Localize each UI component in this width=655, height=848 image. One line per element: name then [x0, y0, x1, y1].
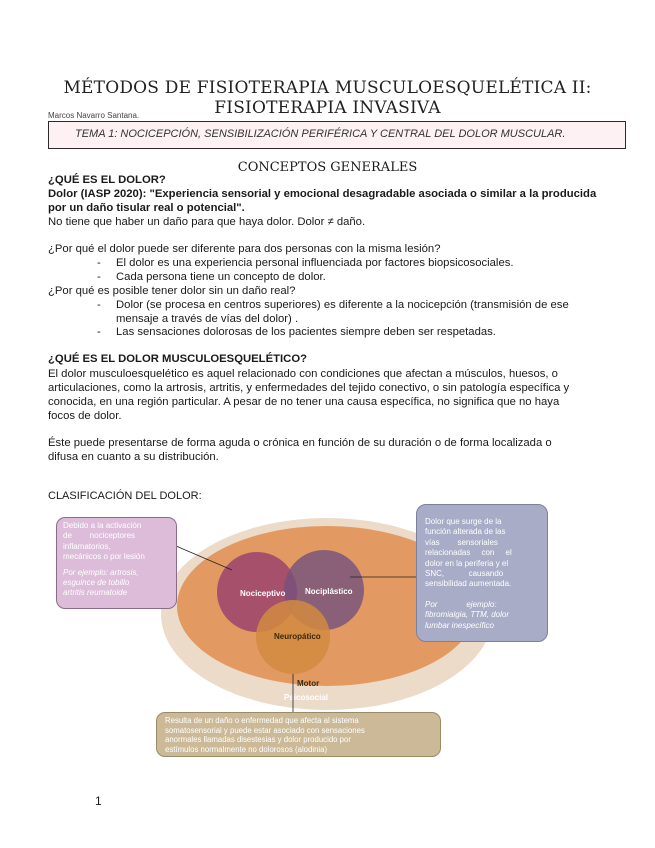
- callout-nociceptive: Debido a la activación de nociceptores inflamatorios, mecánicos o por lesión Por ejemplo: artrosis, esguince de tobillo artritis reumatoide: [56, 517, 177, 609]
- list-item: - Cada persona tiene un concepto de dolor.: [97, 271, 326, 283]
- list-item: - Las sensaciones dolorosas de los pacientes siempre deben ser respetadas.: [97, 326, 496, 338]
- motor-label: Motor: [297, 679, 320, 688]
- question-que-es-dolor: ¿QUÉ ES EL DOLOR?: [48, 174, 166, 186]
- psychosocial-label: Psicosocial: [284, 693, 329, 702]
- question-diferente: ¿Por qué el dolor puede ser diferente para dos personas con la misma lesión?: [48, 243, 441, 255]
- topic-title: TEMA 1: NOCICEPCIÓN, SENSIBILIZACIÓN PERIFÉRICA Y CENTRAL DEL DOLOR MUSCULAR.: [75, 128, 566, 140]
- list-item: - El dolor es una experiencia personal influenciada por factores biopsicosociales.: [97, 257, 514, 269]
- document-title: MÉTODOS DE FISIOTERAPIA MUSCULOESQUELÉTICA II: FISIOTERAPIA INVASIVA: [63, 78, 592, 118]
- definition-line-1: Dolor (IASP 2020): "Experiencia sensorial y emocional desagradable asociada o similar a la producida: [48, 188, 597, 200]
- author-name: Marcos Navarro Santana.: [48, 111, 140, 120]
- paragraph-musculoesqueletico: El dolor musculoesquelético es aquel relacionado con condiciones que afectan a músculos, huesos, o articulaciones, como la artrosis, artritis, y enfermedades del tejido conectivo, o sin patología específica y conocida, en una región particular. A pesar de no tener una causa específica, no significa que no haya focos de dolor.: [48, 368, 570, 422]
- nociceptive-label: Nociceptivo: [240, 589, 286, 598]
- question-sin-dano: ¿Por qué es posible tener dolor sin un daño real?: [48, 285, 296, 297]
- section-heading-clasificacion: CLASIFICACIÓN DEL DOLOR:: [48, 490, 202, 502]
- list-item: - Dolor (se procesa en centros superiores) es diferente a la nocicepción (transmisión de ese: [97, 299, 569, 311]
- page-number: 1: [95, 794, 102, 808]
- section-heading-conceptos: CONCEPTOS GENERALES: [237, 160, 418, 175]
- definition-line-3: No tiene que haber un daño para que haya dolor. Dolor ≠ daño.: [48, 216, 366, 228]
- list-item-continuation: mensaje a través de vías del dolor) .: [116, 313, 299, 325]
- callout-nociplastic: Dolor que surge de la función alterada de las vías sensoriales relacionadas con el dolor en la periferia y el SNC, causando sensibilidad aumentada. Por ejemplo: fibromialgia, TTM, dolor lumbar inespecífico: [416, 504, 548, 642]
- nociplastic-label: Nociplástico: [305, 587, 353, 596]
- paragraph-duracion: Éste puede presentarse de forma aguda o crónica en función de su duración o de forma localizada o difusa en cuanto a su distribución.: [48, 437, 552, 463]
- neuropathic-label: Neuropático: [274, 632, 321, 641]
- callout-neuropathic: Resulta de un daño o enfermedad que afecta al sistema somatosensorial y puede estar asociado con sensaciones anormales llamadas disestesias y dolor producido por estímulos normalmente no dolorosos (alodinia): [156, 712, 441, 757]
- definition-line-2: por un daño tisular real o potencial".: [48, 202, 245, 214]
- section-heading-musculoesqueletico: ¿QUÉ ES EL DOLOR MUSCULOESQUELÉTICO?: [48, 353, 308, 365]
